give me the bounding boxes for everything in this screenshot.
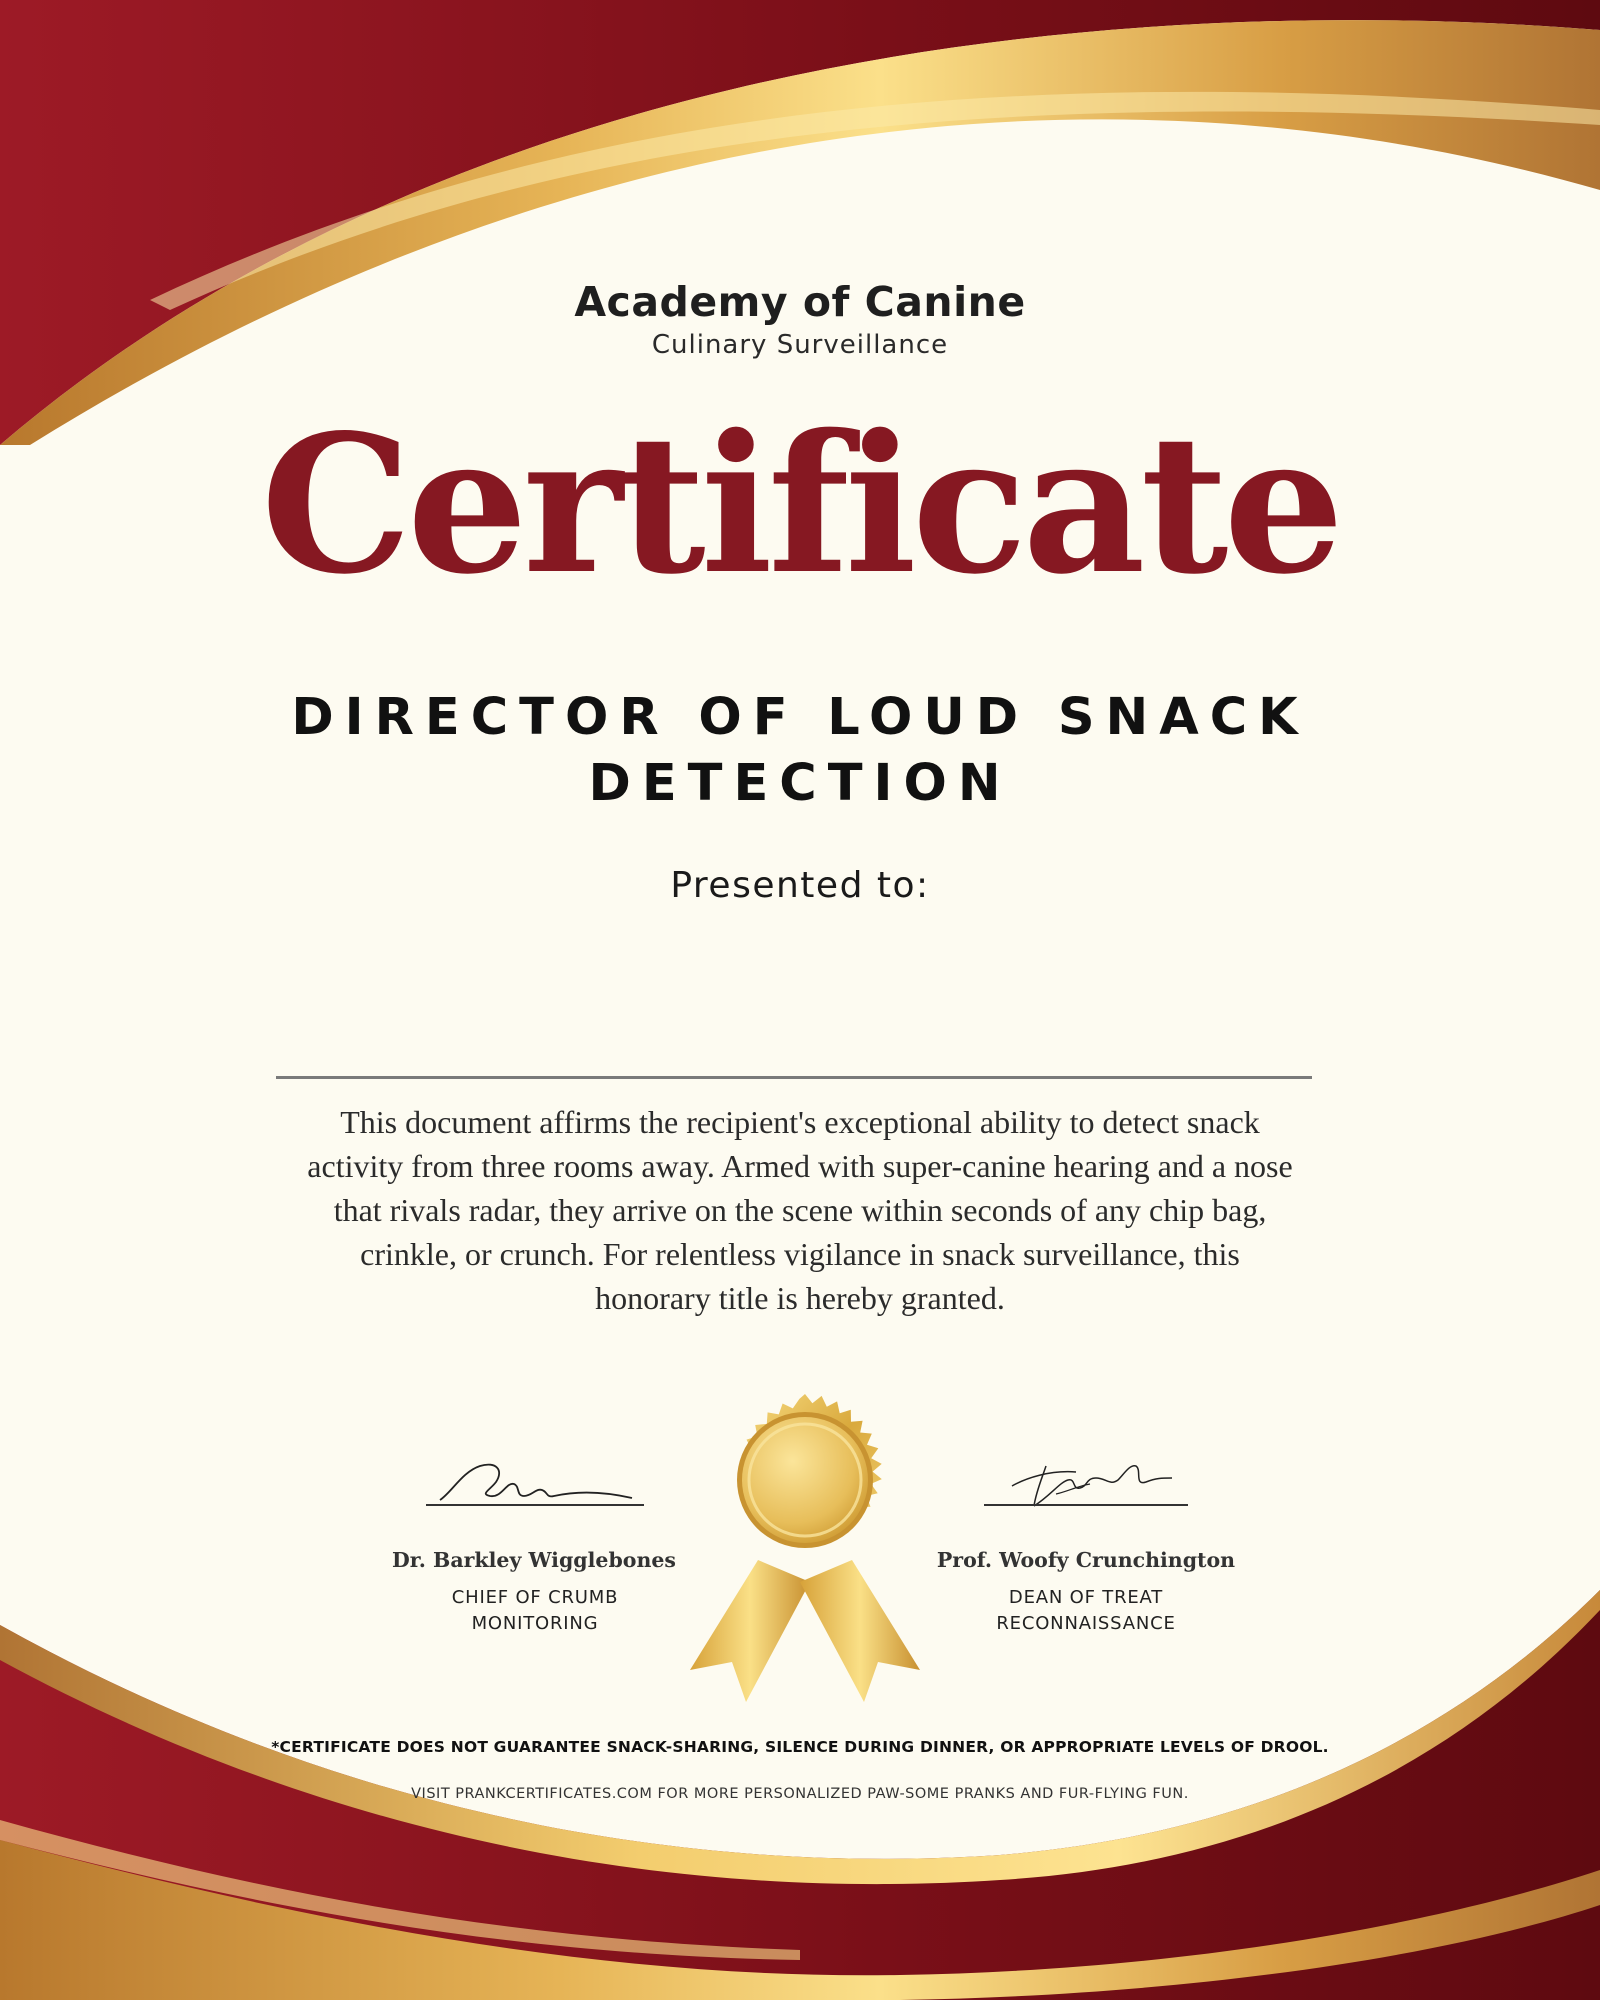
organization-name: Academy of Canine xyxy=(574,278,1026,326)
certificate-title: Certificate xyxy=(260,393,1340,616)
handwritten-signature-icon xyxy=(432,1452,652,1508)
visit-website-text: VISIT PRANKCERTIFICATES.COM FOR MORE PERSONALIZED PAW-SOME PRANKS AND FUR-FLYING FUN. xyxy=(411,1786,1189,1802)
signer-role-left: CHIEF OF CRUMB MONITORING xyxy=(451,1587,619,1634)
certificate-body-text: This document affirms the recipient's exceptional ability to detect snack activity from three rooms away. Armed with super-canine hearing and a nose that rivals radar, they arrive on the scene within seconds of any chip bag, crinkle, or crunch. For relentless vigilance in snack surveillance, this honorary title is hereby granted. xyxy=(307,1104,1293,1316)
signer-name-left: Dr. Barkley Wigglebones xyxy=(392,1548,676,1572)
presented-to-label: Presented to: xyxy=(670,865,930,906)
signature-line-left xyxy=(426,1504,644,1506)
disclaimer-text: *CERTIFICATE DOES NOT GUARANTEE SNACK-SHARING, SILENCE DURING DINNER, OR APPROPRIATE LEVELS OF DROOL. xyxy=(271,1738,1329,1756)
award-title: DIRECTOR OF LOUD SNACK DETECTION xyxy=(291,688,1309,813)
organization-subtitle: Culinary Surveillance xyxy=(651,330,949,360)
signature-line-right xyxy=(984,1504,1188,1506)
recipient-name-line xyxy=(276,1076,1312,1079)
signer-role-right: DEAN OF TREAT RECONNAISSANCE xyxy=(996,1587,1176,1634)
gold-award-seal-icon xyxy=(690,1392,920,1708)
signer-name-right: Prof. Woofy Crunchington xyxy=(936,1548,1236,1572)
